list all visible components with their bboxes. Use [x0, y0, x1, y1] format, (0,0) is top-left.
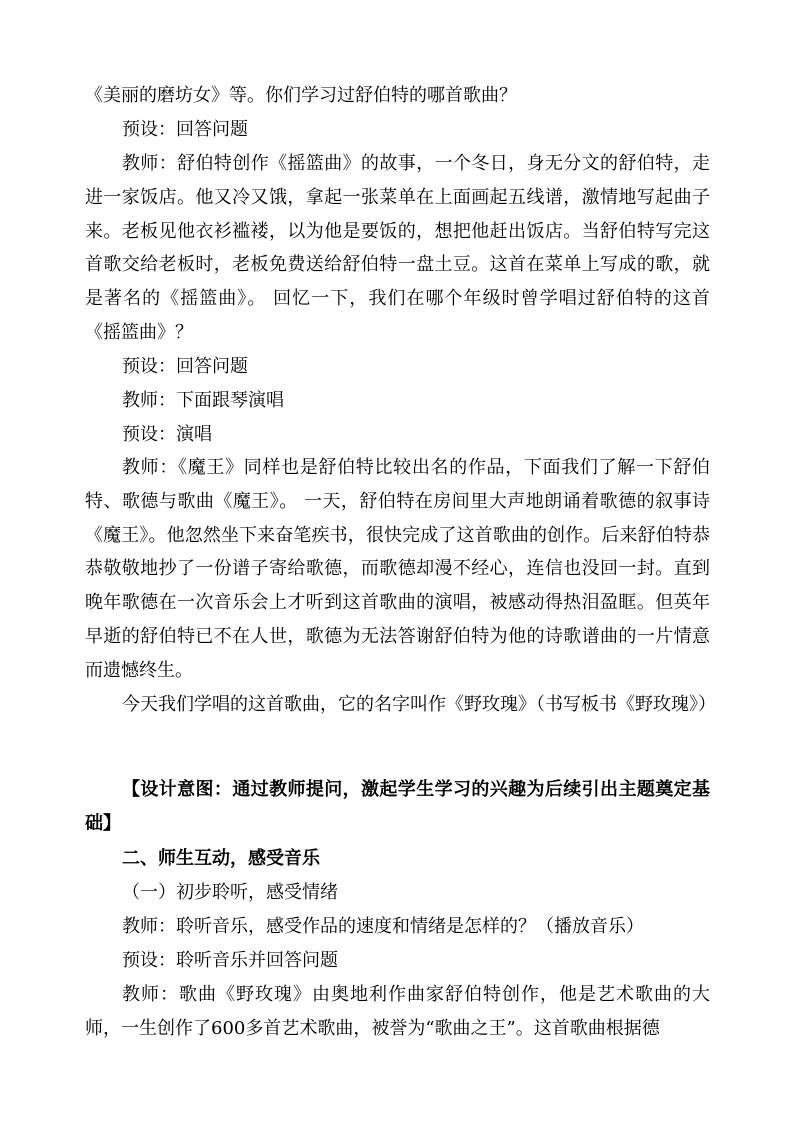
preset-answer-1: 预设：回答问题: [122, 119, 248, 140]
preset-listen-answer: 预设：聆听音乐并回答问题: [122, 950, 338, 971]
teacher-listen-prompt: 教师：聆听音乐，感受作品的速度和情绪是怎样的？（播放音乐）: [122, 916, 644, 937]
today-song-intro: 今天我们学唱的这首歌曲，它的名字叫作《野玫瑰》（书写板书《野玫瑰》）: [122, 694, 716, 715]
teacher-piano-sing: 教师：下面跟琴演唱: [122, 390, 284, 411]
subsection-heading: （一）初步聆听，感受情绪: [122, 882, 338, 903]
teacher-lullaby-story: 教师：舒伯特创作《摇篮曲》的故事，一个冬日，身无分文的舒伯特，走进一家饭店。他又冷又饿，拿起一张菜单在上面画起五线谱，激情地写起曲子来。老板见他衣衫褴褛，以为他是要饭的，想把他赶出饭店。当舒伯特写完这首歌交给老板时，老板免费送给舒伯特一盘土豆。这首在菜单上写成的歌，就是著名的《摇篮曲》。 回忆一下，我们在哪个年级时曾学唱过舒伯特的这首《摇篮曲》？: [85, 153, 710, 343]
teacher-wild-rose-intro: 教师：歌曲《野玫瑰》由奥地利作曲家舒伯特创作，他是艺术歌曲的大师，一生创作了600多首艺术歌曲，被誉为“歌曲之王”。这首歌曲根据德: [85, 984, 710, 1039]
section-heading: 二、师生互动，感受音乐: [122, 848, 320, 869]
design-intent: 【设计意图：通过教师提问，激起学生学习的兴趣为后续引出主题奠定基础】: [85, 779, 710, 834]
preset-sing: 预设：演唱: [122, 424, 212, 445]
preset-answer-2: 预设：回答问题: [122, 356, 248, 377]
intro-line: 《美丽的磨坊女》等。你们学习过舒伯特的哪首歌曲？: [85, 85, 517, 106]
teacher-erlking-story: 教师：《魔王》同样也是舒伯特比较出名的作品，下面我们了解一下舒伯特、歌德与歌曲《魔王》。 一天，舒伯特在房间里大声地朗诵着歌德的叙事诗《魔王》。他忽然坐下来奋笔疾书，很快完成了这首歌曲的创作。后来舒伯特恭恭敬敬地抄了一份谱子寄给歌德，而歌德却漫不经心，连信也没回一封。直到晚年歌德在一次音乐会上才听到这首歌曲的演唱，被感动得热泪盈眶。但英年早逝的舒伯特已不在人世，歌德为无法答谢舒伯特为他的诗歌谱曲的一片情意而遗憾终生。: [85, 457, 710, 681]
